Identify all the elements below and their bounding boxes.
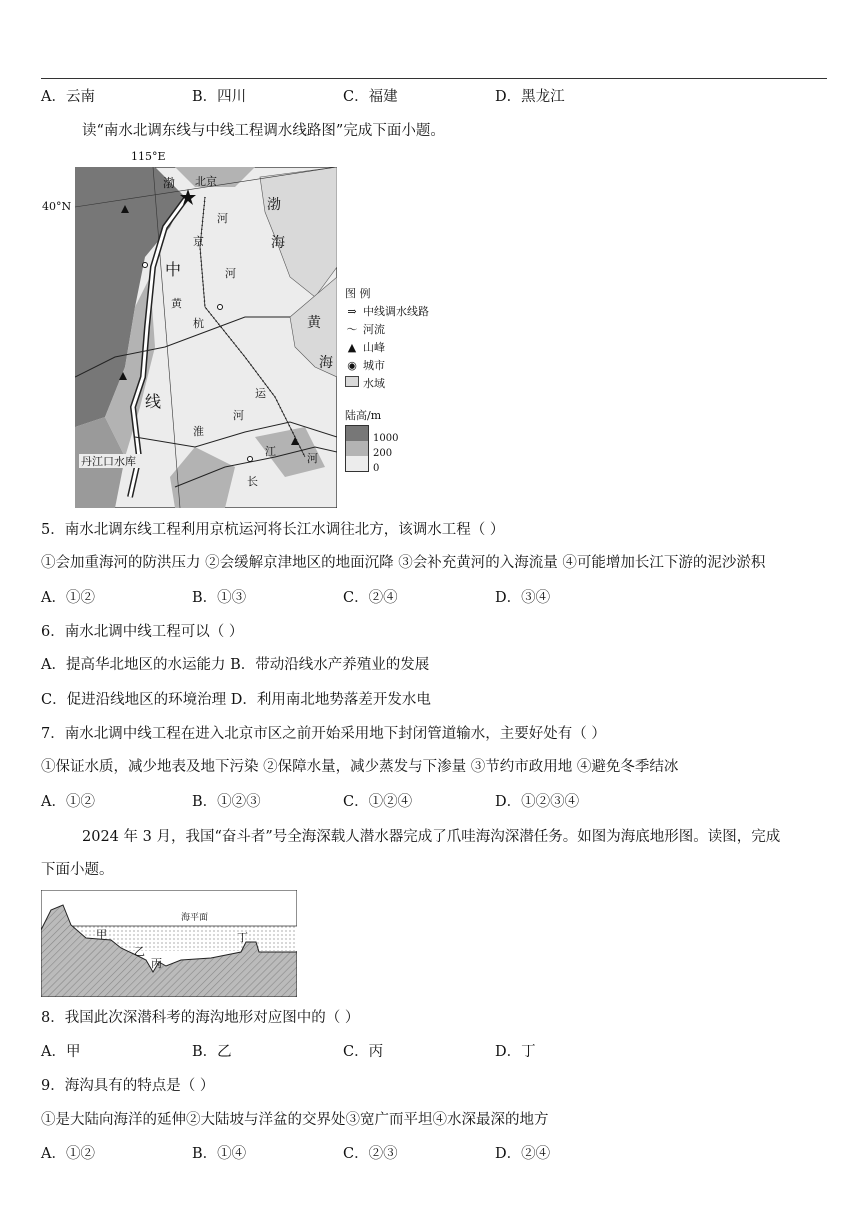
q5-option-a: A．①② — [41, 590, 95, 606]
svg-text:黄: 黄 — [307, 315, 321, 331]
q5-stem: 5．南水北调东线工程利用京杭运河将长江水调往北方，该调水工程（ ） — [41, 522, 505, 538]
q9-items: ①是大陆向海洋的延伸②大陆坡与洋盆的交界处③宽广而平坦④水深最深的地方 — [41, 1112, 549, 1128]
legend-item — [345, 357, 429, 375]
legend-title: 图 例 — [345, 287, 371, 300]
svg-text:河: 河 — [233, 409, 244, 422]
q4-option-c: C．福建 — [343, 89, 398, 105]
q5-option-c: C．②④ — [343, 590, 398, 606]
intro-map-text: 读“南水北调东线与中线工程调水线路图”完成下面小题。 — [82, 123, 445, 139]
q6-row2: C．促进沿线地区的环境治理 D．利用南北地势落差开发水电 — [41, 692, 431, 708]
river-icon: 〜 — [346, 323, 358, 336]
svg-text:淮: 淮 — [193, 425, 204, 438]
svg-text:丙: 丙 — [151, 957, 162, 970]
q9-stem: 9．海沟具有的特点是（ ） — [41, 1078, 215, 1094]
intro-sea-line1: 2024 年 3 月，我国“奋斗者”号全海深载人潜水器完成了爪哇海沟深潜任务。如图为海底地形图。读图，完成 — [82, 829, 781, 845]
legend-item — [345, 303, 429, 321]
q8-option-c: C．丙 — [343, 1044, 384, 1060]
q9-option-b: B．①④ — [192, 1146, 247, 1162]
q5-option-b: B．①③ — [192, 590, 247, 606]
intro-sea-line2: 下面小题。 — [41, 862, 114, 878]
q7-items: ①保证水质，减少地表及地下污染 ②保障水量，减少蒸发与下渗量 ③节约市政用地 ④避免冬季结冰 — [41, 759, 679, 775]
q7-option-a: A．①② — [41, 794, 95, 810]
svg-text:甲: 甲 — [96, 928, 107, 941]
q8-option-d: D．丁 — [495, 1044, 536, 1060]
svg-text:海: 海 — [271, 235, 285, 251]
q6-stem: 6．南水北调中线工程可以（ ） — [41, 624, 244, 640]
city-icon: ◉ — [347, 359, 357, 372]
map-legend — [345, 285, 429, 476]
q7-option-b: B．①②③ — [192, 794, 261, 810]
legend-item — [345, 321, 429, 339]
svg-text:北京: 北京 — [195, 175, 217, 188]
elevation-scale — [345, 425, 429, 476]
q7-option-c: C．①②④ — [343, 794, 413, 810]
q4-option-b: B．四川 — [192, 89, 247, 105]
top-rule — [41, 78, 827, 79]
legend-label: 河流 — [363, 323, 385, 336]
legend-item — [345, 375, 429, 393]
q8-option-a: A．甲 — [41, 1044, 81, 1060]
svg-text:黄: 黄 — [171, 297, 182, 310]
legend-label: 中线调水线路 — [363, 305, 429, 318]
peak-icon: ▲ — [347, 341, 357, 354]
q4-option-d: D．黑龙江 — [495, 89, 565, 105]
elevation-tick: 1000 — [373, 433, 399, 444]
svg-text:渤: 渤 — [267, 197, 281, 213]
q7-stem: 7．南水北调中线工程在进入北京市区之前开始采用地下封闭管道输水，主要好处有（ ） — [41, 726, 606, 742]
elevation-tick: 0 — [373, 463, 380, 474]
svg-text:河: 河 — [225, 267, 236, 280]
q7-option-d: D．①②③④ — [495, 794, 580, 810]
svg-text:海平面: 海平面 — [181, 913, 209, 923]
q4-option-a: A．云南 — [41, 89, 95, 105]
svg-text:乙: 乙 — [134, 945, 145, 958]
latitude-label: 40°N — [42, 200, 72, 213]
water-area-icon — [345, 375, 359, 393]
elevation-title: 陆高/m — [345, 409, 382, 422]
svg-text:海: 海 — [319, 355, 333, 371]
svg-text:江: 江 — [265, 445, 276, 458]
svg-text:长: 长 — [247, 475, 258, 488]
svg-text:河: 河 — [307, 452, 318, 465]
q8-stem: 8．我国此次深潜科考的海沟地形对应图中的（ ） — [41, 1010, 360, 1026]
svg-text:中: 中 — [165, 260, 182, 279]
svg-text:运: 运 — [255, 387, 266, 400]
q5-option-d: D．③④ — [495, 590, 551, 606]
legend-label: 水域 — [363, 377, 385, 390]
q8-option-b: B．乙 — [192, 1044, 232, 1060]
seafloor-profile-figure — [41, 890, 297, 997]
q9-option-c: C．②③ — [343, 1146, 398, 1162]
svg-text:杭: 杭 — [193, 317, 204, 330]
longitude-label: 115°E — [131, 150, 166, 163]
q9-option-d: D．②④ — [495, 1146, 551, 1162]
q9-option-a: A．①② — [41, 1146, 95, 1162]
legend-label: 山峰 — [363, 341, 385, 354]
svg-text:京: 京 — [193, 235, 204, 248]
svg-text:渤: 渤 — [163, 176, 176, 190]
svg-text:线: 线 — [145, 392, 162, 411]
svg-text:丹江口水库: 丹江口水库 — [81, 455, 136, 468]
svg-text:河: 河 — [217, 212, 228, 225]
svg-text:丁: 丁 — [237, 931, 248, 944]
legend-item — [345, 339, 429, 357]
route-arrow-icon: ⇒ — [347, 305, 357, 318]
elevation-tick: 200 — [373, 448, 393, 459]
legend-label: 城市 — [363, 359, 385, 372]
water-diversion-map — [75, 167, 337, 508]
q6-row1: A．提高华北地区的水运能力 B．带动沿线水产养殖业的发展 — [41, 657, 430, 673]
q5-items: ①会加重海河的防洪压力 ②会缓解京津地区的地面沉降 ③会补充黄河的入海流量 ④可能增加长江下游的泥沙淤积 — [41, 555, 766, 571]
